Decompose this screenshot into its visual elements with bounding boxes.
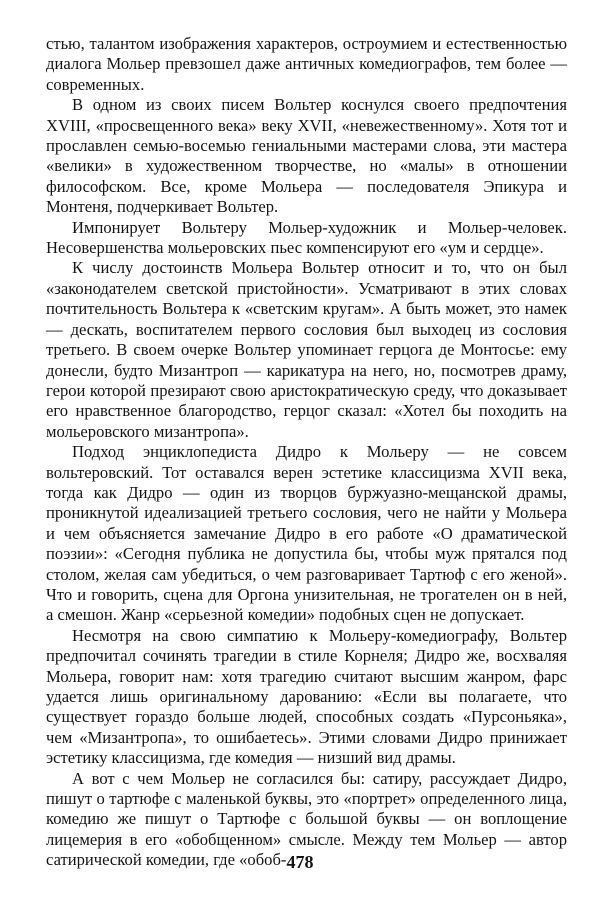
paragraph: В одном из своих писем Вольтер коснулся своего предпочтения XVIII, «просвещенного века» веку XVII, «невежественному». Хотя тот и прославлен семью-восемью гениальными мастерами слова, эти мастера «велики» в художественном творчестве, но «малы» в отношении философском. Все, кроме Мольера — последователя Эпикура и Монтеня, подчеркивает Вольтер. [46,95,567,217]
paragraph: Импонирует Вольтеру Мольер-художник и Мольер-человек. Несовершенства мольеровских пьес компенсируют его «ум и сердце». [46,217,567,258]
page-number: 478 [286,852,314,872]
paragraph: А вот с чем Мольер не согласился бы: сатиру, рассуждает Дидро, пишут о тартюфе с маленькой буквы, это «портрет» определенного лица, комедию же пишут о Тартюфе с большой буквы — он воплощение лицемерия в его «обобщенном» смысле. Между тем Мольер — автор сатирической комедии, где «обоб- [46,768,567,870]
paragraph: Несмотря на свою симпатию к Мольеру-комедиографу, Вольтер предпочитал сочинять трагедии в стиле Корнеля; Дидро же, восхваляя Мольера, говорит нам: хотя трагедию считают высшим жанром, фарс удается лишь оригинальному дарованию: «Если вы полагаете, что существует гораздо больше людей, способных создать «Пурсоньяка», чем «Мизантропа», то ошибаетесь». Этими словами Дидро принижает эстетику классицизма, где комедия — низший вид драмы. [46,625,567,768]
body-text [46,34,567,871]
paragraph: Подход энциклопедиста Дидро к Мольеру — не совсем вольтеровский. Тот оставался верен эстетике классицизма XVII века, тогда как Дидро — один из творцов буржуазно-мещанской драмы, проникнутой идеализацией третьего сословия, чего не найти у Мольера и чем объясняется замечание Дидро в его работе «О драматической поэзии»: «Сегодня публика не допустила бы, чтобы муж прятался под столом, желая сам убедиться, о чем разговаривает Тартюф с его женой». Что и говорить, сцена для Оргона унизительная, не трогателен он в ней, а смешон. Жанр «серьезной комедии» подобных сцен не допускает. [46,442,567,625]
paragraph-continuation: стью, талантом изображения характеров, остроумием и естественностью диалога Мольер превзошел даже античных комедиографов, тем более — современных. [46,34,567,94]
paragraph: К числу достоинств Мольера Вольтер относит и то, что он был «законодателем светской пристойности». Усматривают в этих словах почтительность Вольтера к «светским кругам». А быть может, это намек — дескать, воспитателем первого сословия был выходец из сословия третьего. В своем очерке Вольтер упоминает герцога де Монтосье: ему донесли, будто Мизантроп — карикатура на него, но, посмотрев драму, герои которой презирают свою аристократическую среду, что доказывает его нравственное благородство, герцог сказал: «Хотел бы походить на мольеровского мизантропа». [46,258,567,441]
